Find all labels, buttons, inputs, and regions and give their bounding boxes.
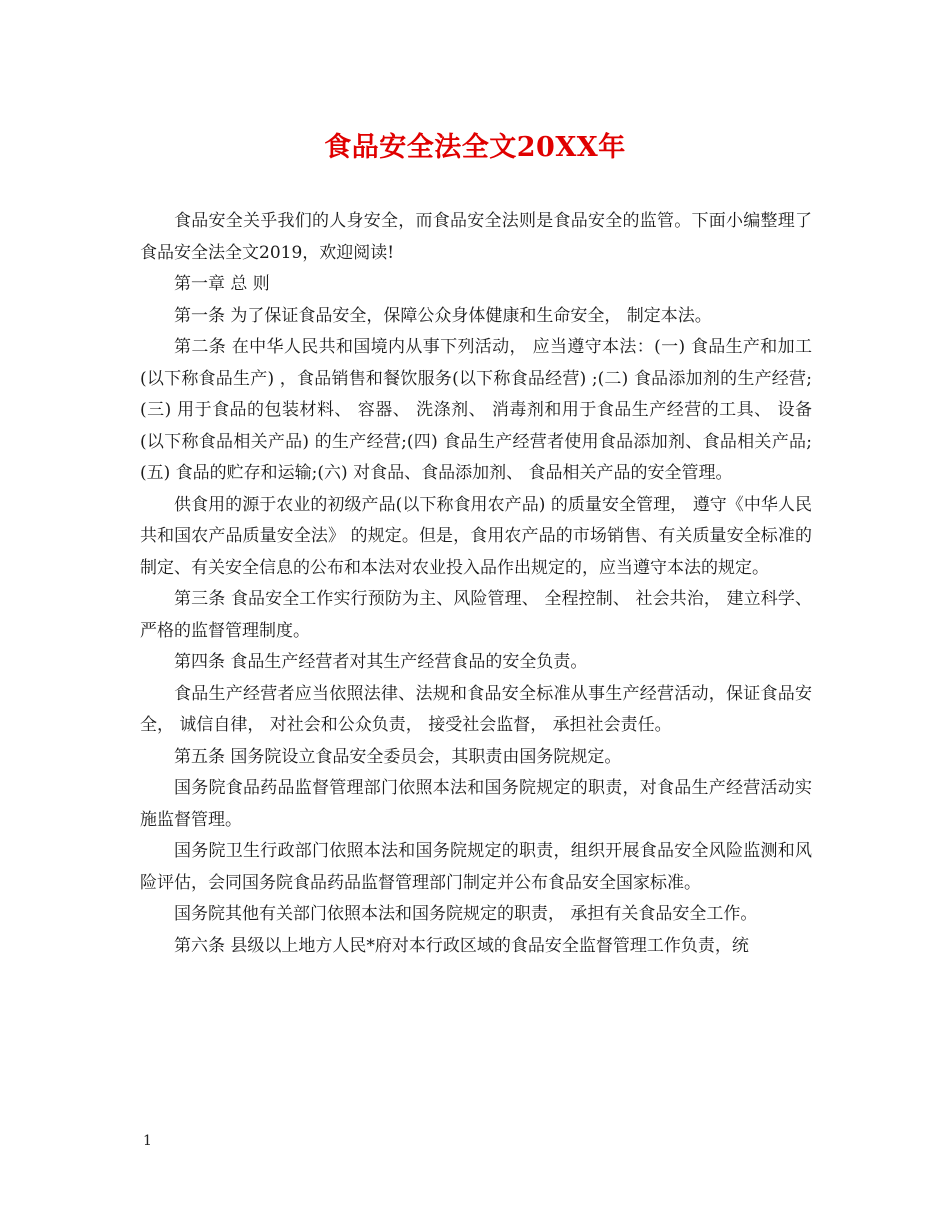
paragraph: 国务院食品药品监督管理部门依照本法和国务院规定的职责，对食品生产经营活动实施监督管理。: [140, 778, 812, 830]
paragraph: 第五条 国务院设立食品安全委员会，其职责由国务院规定。: [174, 746, 622, 767]
paragraph: 第三条 食品安全工作实行预防为主、风险管理、 全程控制、 社会共治， 建立科学、 严格的监督管理制度。: [140, 589, 812, 641]
paragraph: 国务院其他有关部门依照本法和国务院规定的职责， 承担有关食品安全工作。: [174, 904, 758, 924]
paragraph: 第六条 县级以上地方人民*府对本行政区域的食品安全监督管理工作负责，统: [174, 935, 749, 956]
chapter-heading: 第一章 总 则: [174, 274, 270, 294]
paragraph: 第四条 食品生产经营者对其生产经营食品的安全负责。: [174, 652, 588, 672]
paragraph: 食品安全关乎我们的人身安全，而食品安全法则是食品安全的监管。下面小编整理了食品安全法全文2019，欢迎阅读!: [140, 211, 812, 263]
page-number: 1: [143, 1133, 152, 1149]
document-body: [140, 206, 812, 962]
paragraph: 第一条 为了保证食品安全，保障公众身体健康和生命安全， 制定本法。: [174, 305, 712, 326]
paragraph: 食品生产经营者应当依照法律、法规和食品安全标准从事生产经营活动，保证食品安全， 诚信自律， 对社会和公众负责， 接受社会监督， 承担社会责任。: [140, 683, 812, 735]
document-title: 食品安全法全文20XX年: [324, 132, 626, 163]
paragraph: 国务院卫生行政部门依照本法和国务院规定的职责，组织开展食品安全风险监测和风险评估，会同国务院食品药品监督管理部门制定并公布食品安全国家标准。: [140, 841, 812, 893]
paragraph: 供食用的源于农业的初级产品(以下称食用农产品) 的质量安全管理， 遵守《中华人民共和国农产品质量安全法》 的规定。但是，食用农产品的市场销售、有关质量安全标准的制定、有关安全信息的公布和本法对农业投入品作出规定的，应当遵守本法的规定。: [140, 494, 812, 578]
paragraph: 第二条 在中华人民共和国境内从事下列活动， 应当遵守本法：(一) 食品生产和加工 (以下称食品生产) ，食品销售和餐饮服务(以下称食品经营) ;(二) 食品添加剂的生产经营;(三) 用于食品的包装材料、 容器、 洗涤剂、 消毒剂和用于食品生产经营的工具、 设备(以下称食品相关产品) 的生产经营;(四) 食品生产经营者使用食品添加剂、食品相关产品;(五) 食品的贮存和运输;(六) 对食品、食品添加剂、 食品相关产品的安全管理。: [140, 337, 812, 483]
